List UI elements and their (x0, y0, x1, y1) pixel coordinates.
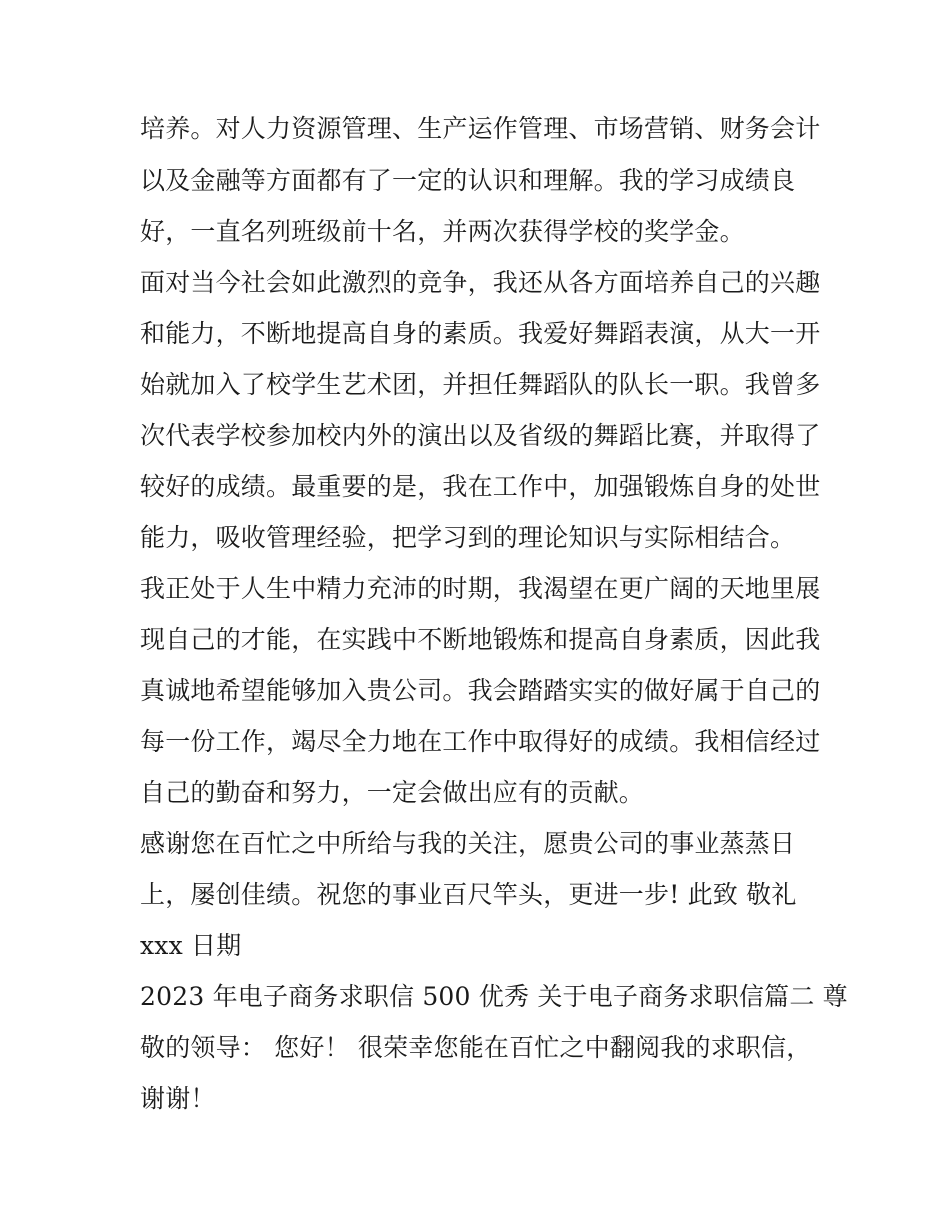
text-line: 较好的成绩。最重要的是，我在工作中，加强锻炼自身的处世 (140, 472, 821, 501)
text-line: 好，一直名列班级前十名，并两次获得学校的奖学金。 (140, 217, 745, 246)
text-line: 始就加入了校学生艺术团，并担任舞蹈队的队长一职。我曾多 (140, 370, 821, 399)
text-line: 能力，吸收管理经验，把学习到的理论知识与实际相结合。 (140, 523, 796, 552)
text-line: 每一份工作，竭尽全力地在工作中取得好的成绩。我相信经过 (140, 727, 821, 756)
text-line: 上，屡创佳绩。祝您的事业百尺竿头，更进一步! 此致 敬礼 (140, 880, 797, 909)
text-line: 2023 年电子商务求职信 500 优秀 关于电子商务求职信篇二 尊 (140, 982, 848, 1011)
text-line: 以及金融等方面都有了一定的认识和理解。我的学习成绩良 (140, 166, 796, 195)
text-line: xxx 日期 (140, 931, 242, 960)
text-line: 真诚地希望能够加入贵公司。我会踏踏实实的做好属于自己的 (140, 676, 821, 705)
text-line: 培养。对人力资源管理、生产运作管理、市场营销、财务会计 (140, 114, 821, 143)
text-line: 现自己的才能，在实践中不断地锻炼和提高自身素质，因此我 (140, 625, 821, 654)
text-line: 敬的领导： 您好！ 很荣幸您能在百忙之中翻阅我的求职信， (140, 1033, 812, 1062)
text-line: 我正处于人生中精力充沛的时期，我渴望在更广阔的天地里展 (140, 574, 821, 603)
text-line: 面对当今社会如此激烈的竞争，我还从各方面培养自己的兴趣 (140, 268, 821, 297)
text-line: 和能力，不断地提高自身的素质。我爱好舞蹈表演，从大一开 (140, 319, 821, 348)
text-line: 自己的勤奋和努力，一定会做出应有的贡献。 (140, 778, 645, 807)
text-line: 谢谢！ (140, 1084, 216, 1113)
text-line: 次代表学校参加校内外的演出以及省级的舞蹈比赛，并取得了 (140, 421, 821, 450)
text-line: 感谢您在百忙之中所给与我的关注，愿贵公司的事业蒸蒸日 (140, 829, 796, 858)
